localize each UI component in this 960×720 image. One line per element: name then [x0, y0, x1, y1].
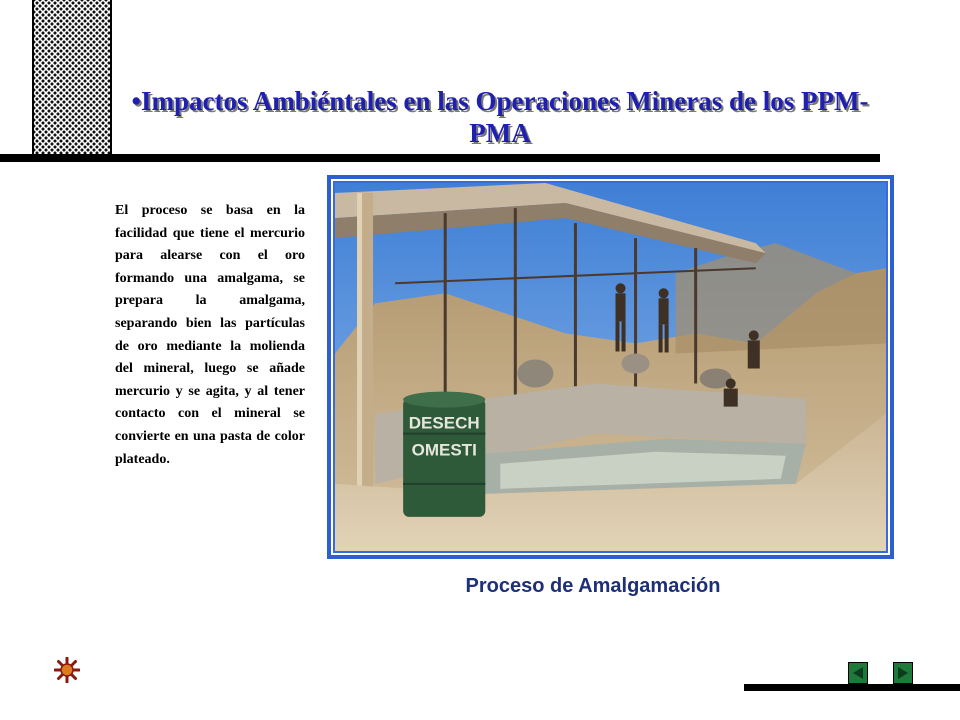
- arrow-right-icon: [897, 666, 909, 680]
- photo-frame: [327, 175, 894, 559]
- title-divider: [0, 154, 880, 162]
- barrel-text-1: DESECH: [408, 413, 480, 433]
- photo-inner-border: [331, 179, 890, 555]
- body-paragraph: El proceso se basa en la facilidad que tiene el mercurio para alearse con el oro formando una amalgama, se prepara la amalgama, separando bien las partículas de oro mediante la molienda del mineral, luego se añade mercurio y se agita, y al tener contacto con el mineral se convierte en una pasta de color plateado.: [115, 203, 305, 467]
- next-slide-button[interactable]: [893, 662, 913, 684]
- bottom-divider: [744, 684, 960, 691]
- decorative-pattern-block: [32, 0, 112, 158]
- prev-slide-button[interactable]: [848, 662, 868, 684]
- star-icon[interactable]: [54, 657, 80, 683]
- slide-title: •Impactos Ambiéntales en las Operaciones Mineras de los PPM-PMA: [131, 86, 869, 148]
- amalgamation-photo: [335, 183, 886, 551]
- photo-caption: Proceso de Amalgamación: [465, 575, 721, 597]
- barrel-text-2: OMESTI: [411, 440, 477, 460]
- arrow-left-icon: [852, 666, 864, 680]
